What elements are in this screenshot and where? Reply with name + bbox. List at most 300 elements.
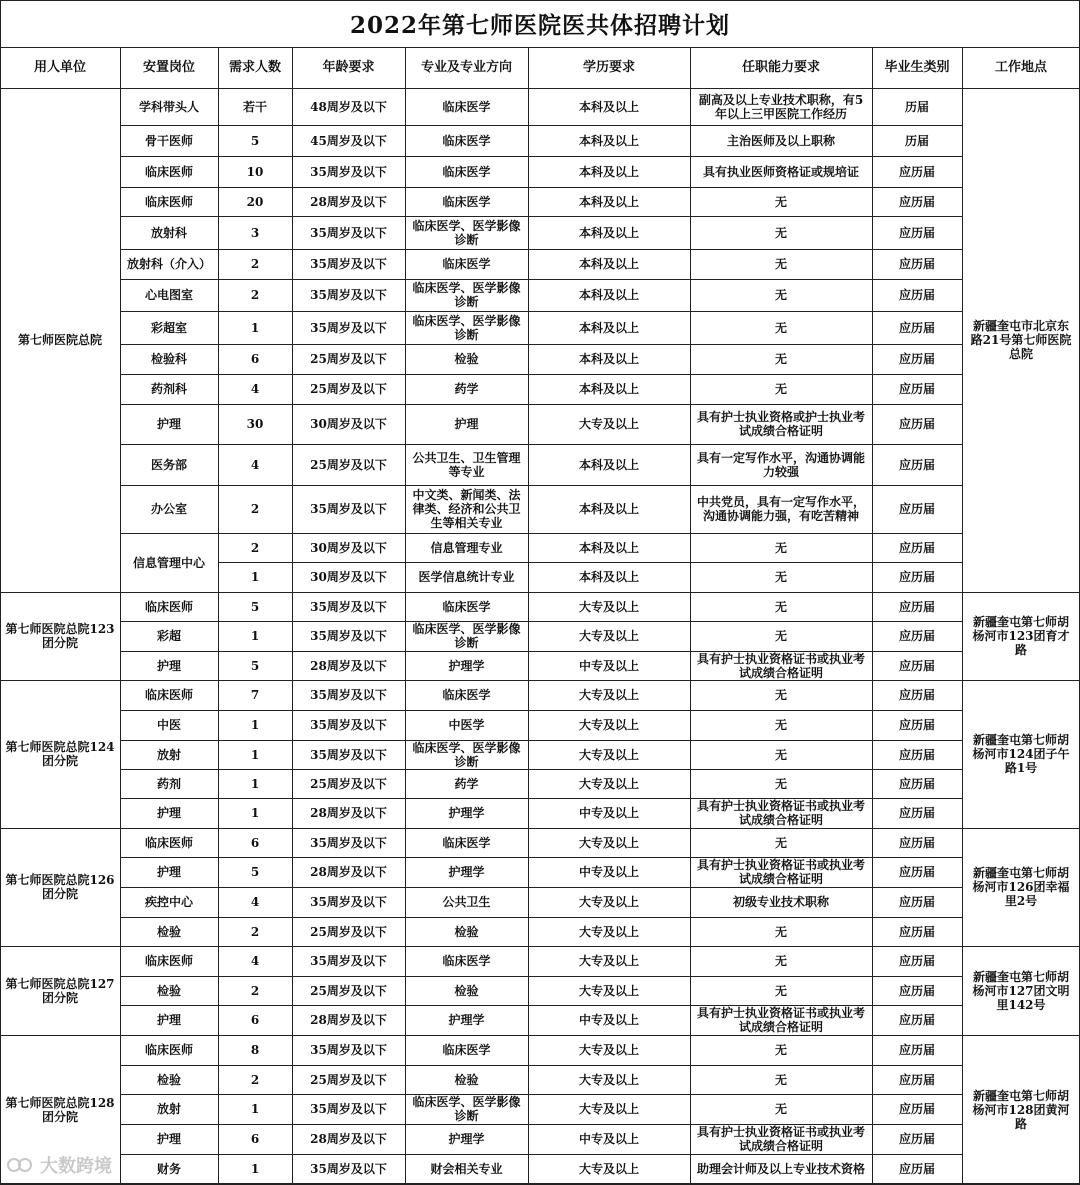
cell-ability: 无: [774, 570, 787, 584]
cell-ability: 无: [774, 629, 787, 643]
grid-line: [120, 1154, 962, 1155]
cell-post: 放射科（介入）: [126, 257, 211, 271]
grid-line: [120, 216, 962, 217]
grid-line: [120, 404, 962, 405]
cell-edu: 中专及以上: [578, 865, 639, 879]
cell-age: 35周岁及以下: [310, 895, 387, 909]
cell-major: 医学信息统计专业: [418, 570, 515, 584]
column-header: 用人单位: [33, 60, 86, 75]
cell-ability: 无: [774, 382, 787, 396]
cell-ability: 具有执业医师资格证或规培证: [702, 164, 859, 179]
cell-age: 25周岁及以下: [310, 983, 387, 998]
cell-edu: 中专及以上: [578, 1132, 639, 1146]
cell-edu: 大专及以上: [578, 688, 639, 702]
cell-ability: 具有护士执业资格证书或执业考试成绩合格证明: [696, 799, 865, 827]
cell-type: 应历届: [898, 954, 935, 968]
cell-type: 应历届: [898, 320, 935, 335]
cell-ability: 无: [774, 194, 787, 209]
cell-age: 30周岁及以下: [310, 417, 387, 431]
cell-age: 28周岁及以下: [310, 806, 387, 820]
cell-major: 护理学: [448, 865, 485, 879]
cell-ability: 无: [774, 225, 787, 240]
cell-age: 25周岁及以下: [310, 382, 387, 396]
cell-edu: 大专及以上: [578, 835, 639, 850]
cell-count: 7: [250, 688, 260, 702]
cell-type: 应历届: [898, 1013, 935, 1027]
cell-age: 35周岁及以下: [310, 225, 387, 240]
cell-ability: 无: [774, 776, 787, 791]
cell-type: 应历届: [898, 983, 935, 998]
grid-line: [218, 48, 219, 1184]
cell-edu: 本科及以上: [578, 225, 639, 240]
cell-unit: 第七师医院总院124团分院: [5, 740, 115, 768]
cell-post: 财务: [156, 1162, 181, 1176]
cell-edu: 中专及以上: [578, 806, 639, 820]
grid-line: [292, 48, 293, 1184]
grid-line: [962, 48, 963, 1184]
cell-age: 35周岁及以下: [310, 718, 387, 732]
cell-location: 新疆奎屯市北京东路21号第七师医院总院: [970, 319, 1072, 361]
cell-ability: 无: [774, 320, 787, 335]
cell-age: 25周岁及以下: [310, 776, 387, 791]
cell-unit: 第七师医院总院123团分院: [5, 622, 115, 650]
cell-ability: 无: [774, 540, 787, 555]
cell-major: 临床医学: [442, 257, 491, 271]
cell-edu: 中专及以上: [578, 1013, 639, 1027]
cell-major: 检验: [454, 352, 479, 366]
cell-post: 护理: [156, 806, 181, 820]
cell-age: 35周岁及以下: [310, 502, 387, 516]
cell-edu: 大专及以上: [578, 747, 639, 762]
cell-ability: 无: [774, 1072, 787, 1087]
cell-count: 5: [250, 658, 260, 673]
cell-edu: 本科及以上: [578, 502, 639, 516]
cell-edu: 大专及以上: [578, 1162, 639, 1176]
cell-post: 临床医师: [144, 164, 193, 179]
cell-major: 临床医学、医学影像诊断: [412, 1095, 521, 1123]
cell-type: 历届: [904, 133, 929, 148]
cell-edu: 本科及以上: [578, 382, 639, 396]
cell-type: 应历届: [898, 599, 935, 614]
cell-ability: 助理会计师及以上专业技术资格: [696, 1162, 865, 1176]
cell-count: 5: [250, 865, 260, 879]
cell-major: 临床医学: [442, 194, 491, 209]
cell-major: 临床医学: [442, 1043, 491, 1057]
cell-major: 财会相关专业: [430, 1162, 503, 1176]
grid-line: [120, 887, 962, 888]
cell-ability: 无: [774, 954, 787, 968]
cell-type: 应历届: [898, 865, 935, 879]
column-header: 学历要求: [582, 60, 635, 75]
cell-location: 新疆奎屯第七师胡杨河市123团育才路: [972, 615, 1070, 657]
cell-edu: 大专及以上: [578, 895, 639, 909]
cell-count: 2: [250, 257, 260, 271]
cell-type: 应历届: [898, 718, 935, 732]
cell-ability: 主治医师及以上职称: [726, 133, 835, 148]
cell-post: 心电图室: [144, 288, 193, 302]
cell-edu: 大专及以上: [578, 417, 639, 431]
grid-line: [120, 769, 962, 770]
cell-post: 疾控中心: [144, 895, 193, 909]
cell-type: 应历届: [898, 457, 935, 472]
cell-type: 应历届: [898, 1072, 935, 1087]
cell-count: 4: [250, 895, 260, 909]
cell-type: 应历届: [898, 570, 935, 584]
cell-major: 药学: [454, 382, 479, 396]
cell-major: 中文类、新闻类、法律类、经济和公共卫生等相关专业: [412, 488, 521, 530]
cell-post: 骨干医师: [144, 133, 193, 148]
cell-edu: 大专及以上: [578, 599, 639, 614]
cell-count: 3: [250, 225, 260, 240]
cell-edu: 本科及以上: [578, 133, 639, 148]
cell-post: 放射: [156, 747, 181, 762]
cell-edu: 大专及以上: [578, 1102, 639, 1116]
table-title: 2022年第七师医院医共体招聘计划: [0, 0, 1080, 48]
cell-post: 彩超室: [150, 320, 187, 335]
cell-ability: 初级专业技术职称: [732, 895, 829, 909]
cell-post: 检验: [156, 924, 181, 939]
cell-age: 28周岁及以下: [310, 194, 387, 209]
cell-age: 35周岁及以下: [310, 257, 387, 271]
cell-age: 35周岁及以下: [310, 835, 387, 850]
cell-post: 临床医师: [144, 599, 193, 614]
cell-type: 历届: [904, 99, 929, 114]
cell-count: 5: [250, 599, 260, 614]
grid-line: [872, 48, 873, 1184]
cell-count: 2: [250, 540, 260, 555]
cell-type: 应历届: [898, 806, 935, 820]
column-header: 毕业生类别: [884, 60, 950, 75]
cell-type: 应历届: [898, 502, 935, 516]
cell-major: 临床医学、医学影像诊断: [412, 740, 521, 769]
cell-post: 检验: [156, 983, 181, 998]
cell-count: 2: [250, 983, 260, 998]
cell-major: 检验: [454, 924, 479, 939]
column-header: 专业及专业方向: [420, 60, 512, 75]
cell-count: 8: [250, 1043, 260, 1057]
grid-line: [120, 1094, 962, 1095]
cell-unit: 第七师医院总院127团分院: [5, 976, 115, 1005]
cell-ability: 副高及以上专业技术职称，有5年以上三甲医院工作经历: [698, 92, 864, 121]
cell-type: 应历届: [898, 747, 935, 762]
cell-ability: 具有护士执业资格证书或执业考试成绩合格证明: [696, 651, 865, 680]
cell-age: 35周岁及以下: [310, 1162, 387, 1176]
cell-post: 护理: [156, 865, 181, 879]
cell-count: 4: [250, 954, 260, 968]
cell-count: 4: [250, 382, 260, 396]
cell-major: 临床医学: [442, 164, 491, 179]
cell-type: 应历届: [898, 1102, 935, 1116]
grid-line: [120, 485, 962, 486]
cell-age: 48周岁及以下: [310, 99, 387, 114]
cell-major: 中医学: [448, 718, 485, 732]
grid-line: [120, 917, 962, 918]
cell-edu: 本科及以上: [578, 99, 639, 114]
cell-major: 临床医学: [442, 599, 491, 614]
cell-post: 办公室: [150, 502, 187, 516]
cell-count: 2: [250, 502, 260, 516]
cell-ability: 无: [774, 1102, 787, 1116]
cell-post: 临床医师: [144, 194, 193, 209]
cell-count: 1: [250, 629, 260, 643]
cell-age: 35周岁及以下: [310, 747, 387, 762]
cell-count: 若干: [242, 99, 267, 114]
cell-location: 新疆奎屯第七师胡杨河市126团幸福里2号: [972, 866, 1070, 908]
cell-type: 应历届: [898, 924, 935, 939]
grid-line: [120, 249, 962, 250]
cell-age: 30周岁及以下: [310, 540, 387, 555]
cell-post: 护理: [156, 658, 181, 673]
cell-count: 1: [250, 806, 260, 820]
cell-type: 应历届: [898, 895, 935, 909]
cell-age: 25周岁及以下: [310, 1072, 387, 1087]
cell-age: 35周岁及以下: [310, 629, 387, 643]
cell-major: 信息管理专业: [430, 540, 503, 555]
cell-ability: 无: [774, 983, 787, 998]
cell-edu: 大专及以上: [578, 1043, 639, 1057]
cell-major: 检验: [454, 1072, 479, 1087]
cell-post: 护理: [156, 1132, 181, 1146]
grid-line: [120, 651, 962, 652]
cell-type: 应历届: [898, 1132, 935, 1146]
grid-line: [218, 562, 962, 563]
cell-post: 药剂: [156, 776, 181, 791]
cell-post: 放射科: [150, 225, 187, 240]
cell-type: 应历届: [898, 629, 935, 643]
grid-line: [120, 48, 121, 1184]
cell-edu: 本科及以上: [578, 570, 639, 584]
grid-line: [120, 1005, 962, 1006]
grid-line: [120, 156, 962, 157]
grid-line: [120, 1124, 962, 1125]
cell-edu: 本科及以上: [578, 352, 639, 366]
cell-age: 35周岁及以下: [310, 599, 387, 614]
cell-edu: 大专及以上: [578, 776, 639, 791]
cell-edu: 大专及以上: [578, 718, 639, 732]
cell-count: 6: [250, 352, 260, 366]
cell-edu: 大专及以上: [578, 629, 639, 643]
cell-count: 5: [250, 133, 260, 148]
grid-line: [120, 344, 962, 345]
cell-location: 新疆奎屯第七师胡杨河市127团文明里142号: [972, 969, 1070, 1012]
cell-count: 6: [250, 1132, 260, 1146]
cell-ability: 无: [774, 688, 787, 702]
cell-type: 应历届: [898, 540, 935, 555]
cell-ability: 无: [774, 1043, 787, 1057]
cell-ability: 无: [774, 835, 787, 850]
cell-age: 35周岁及以下: [310, 1102, 387, 1116]
grid-line: [120, 710, 962, 711]
cell-post: 检验科: [150, 352, 187, 366]
cell-count: 30: [246, 417, 264, 431]
cell-type: 应历届: [898, 257, 935, 271]
cell-major: 护理学: [448, 658, 485, 673]
cell-post: 信息管理中心: [132, 555, 205, 570]
cell-type: 应历届: [898, 288, 935, 302]
cell-post: 护理: [156, 1013, 181, 1027]
cell-type: 应历届: [898, 835, 935, 850]
cell-major: 护理学: [448, 806, 485, 820]
cell-edu: 本科及以上: [578, 540, 639, 555]
cell-ability: 无: [774, 718, 787, 732]
cell-edu: 本科及以上: [578, 164, 639, 179]
grid-line: [120, 374, 962, 375]
cell-post: 临床医师: [144, 954, 193, 968]
cell-age: 28周岁及以下: [310, 658, 387, 673]
cell-count: 10: [246, 164, 264, 179]
grid-line: [120, 1065, 962, 1066]
cell-ability: 无: [774, 599, 787, 614]
cell-ability: 无: [774, 747, 787, 762]
cell-post: 药剂科: [150, 382, 187, 396]
cell-major: 检验: [454, 983, 479, 998]
cell-unit: 第七师医院总院: [17, 333, 102, 347]
cell-age: 35周岁及以下: [310, 954, 387, 968]
cell-post: 放射: [156, 1102, 181, 1116]
cell-ability: 具有护士执业资格证书或执业考试成绩合格证明: [696, 1006, 865, 1034]
cell-count: 1: [250, 747, 260, 762]
cell-major: 公共卫生、卫生管理等专业: [412, 450, 521, 479]
cell-ability: 具有一定写作水平，沟通协调能力较强: [696, 450, 865, 479]
cell-edu: 大专及以上: [578, 1072, 639, 1087]
cell-edu: 大专及以上: [578, 954, 639, 968]
cell-ability: 中共党员，具有一定写作水平，沟通协调能力强，有吃苦精神: [696, 495, 865, 523]
cell-major: 护理学: [448, 1013, 485, 1027]
cell-type: 应历届: [898, 352, 935, 366]
cell-major: 临床医学: [442, 835, 491, 850]
cell-ability: 无: [774, 288, 787, 302]
grid-line: [690, 48, 691, 1184]
column-header: 年龄要求: [322, 60, 375, 75]
cell-unit: 第七师医院总院128团分院: [5, 1095, 115, 1124]
cell-major: 临床医学、医学影像诊断: [412, 218, 521, 247]
grid-line: [120, 311, 962, 312]
watermark-text: 大数跨境: [40, 1156, 112, 1177]
cell-post: 临床医师: [144, 835, 193, 850]
cell-type: 应历届: [898, 1162, 935, 1176]
cell-ability: 无: [774, 257, 787, 271]
cell-count: 1: [250, 570, 260, 584]
grid-line: [120, 444, 962, 445]
cell-count: 20: [246, 194, 264, 209]
cell-type: 应历届: [898, 1043, 935, 1057]
cell-type: 应历届: [898, 688, 935, 702]
grid-line: [120, 533, 962, 534]
cell-major: 临床医学: [442, 954, 491, 968]
cell-age: 35周岁及以下: [310, 1043, 387, 1057]
cell-post: 护理: [156, 417, 181, 431]
cell-post: 学科带头人: [138, 99, 199, 114]
grid-line: [120, 125, 962, 126]
grid-line: [120, 279, 962, 280]
cell-count: 1: [250, 1162, 260, 1176]
cell-type: 应历届: [898, 225, 935, 240]
cell-count: 1: [250, 718, 260, 732]
cell-age: 35周岁及以下: [310, 688, 387, 702]
grid-line: [405, 48, 406, 1184]
cell-major: 临床医学、医学影像诊断: [412, 281, 521, 309]
cell-major: 临床医学、医学影像诊断: [412, 622, 521, 650]
cell-edu: 本科及以上: [578, 257, 639, 271]
cell-major: 临床医学: [442, 99, 491, 114]
cell-type: 应历届: [898, 776, 935, 791]
cell-count: 6: [250, 835, 260, 850]
cell-edu: 大专及以上: [578, 983, 639, 998]
cell-count: 1: [250, 320, 260, 335]
cell-ability: 具有护士执业资格证书或执业考试成绩合格证明: [696, 1125, 865, 1153]
cell-type: 应历届: [898, 658, 935, 673]
cell-type: 应历届: [898, 417, 935, 431]
cell-major: 临床医学: [442, 688, 491, 702]
cell-post: 医务部: [150, 457, 187, 472]
cell-major: 药学: [454, 776, 479, 791]
cell-type: 应历届: [898, 164, 935, 179]
cell-post: 检验: [156, 1072, 181, 1087]
cell-ability: 无: [774, 352, 787, 366]
cell-location: 新疆奎屯第七师胡杨河市124团子午路1号: [972, 733, 1070, 775]
cell-edu: 本科及以上: [578, 320, 639, 335]
grid-line: [528, 48, 529, 1184]
cell-age: 45周岁及以下: [310, 133, 387, 148]
cell-post: 彩超: [156, 629, 181, 643]
cell-major: 公共卫生: [442, 895, 491, 909]
cell-type: 应历届: [898, 382, 935, 396]
cell-age: 35周岁及以下: [310, 164, 387, 179]
cell-count: 2: [250, 924, 260, 939]
cell-ability: 具有护士执业资格证书或执业考试成绩合格证明: [696, 858, 865, 886]
cell-major: 临床医学: [442, 133, 491, 148]
cell-count: 6: [250, 1013, 260, 1027]
cell-age: 35周岁及以下: [310, 288, 387, 302]
cell-location: 新疆奎屯第七师胡杨河市128团黄河路: [972, 1088, 1070, 1131]
grid-line: [120, 187, 962, 188]
cell-count: 1: [250, 776, 260, 791]
cell-count: 1: [250, 1102, 260, 1116]
cell-unit: 第七师医院总院126团分院: [5, 873, 115, 901]
cell-major: 临床医学、医学影像诊断: [412, 313, 521, 342]
cell-age: 28周岁及以下: [310, 1013, 387, 1027]
cell-age: 30周岁及以下: [310, 570, 387, 584]
column-header: 安置岗位: [142, 60, 195, 75]
cell-edu: 本科及以上: [578, 194, 639, 209]
cell-age: 25周岁及以下: [310, 457, 387, 472]
cell-edu: 大专及以上: [578, 924, 639, 939]
cell-edu: 中专及以上: [578, 658, 639, 673]
cell-edu: 本科及以上: [578, 457, 639, 472]
column-header: 任职能力要求: [741, 60, 820, 75]
cell-type: 应历届: [898, 194, 935, 209]
cell-post: 中医: [156, 718, 181, 732]
cell-ability: 无: [774, 924, 787, 939]
cell-age: 25周岁及以下: [310, 924, 387, 939]
grid-line: [120, 857, 962, 858]
cell-age: 25周岁及以下: [310, 352, 387, 366]
grid-line: [120, 798, 962, 799]
cell-age: 28周岁及以下: [310, 1132, 387, 1146]
cell-age: 35周岁及以下: [310, 320, 387, 335]
cell-post: 临床医师: [144, 1043, 193, 1057]
cell-count: 2: [250, 1072, 260, 1087]
column-header: 需求人数: [228, 60, 281, 75]
grid-line: [120, 621, 962, 622]
grid-line: [120, 740, 962, 741]
cell-ability: 具有护士执业资格或护士执业考试成绩合格证明: [696, 410, 865, 438]
column-header: 工作地点: [994, 60, 1047, 75]
cell-post: 临床医师: [144, 688, 193, 702]
cell-age: 28周岁及以下: [310, 865, 387, 879]
grid-line: [120, 976, 962, 977]
cell-major: 护理学: [448, 1132, 485, 1146]
